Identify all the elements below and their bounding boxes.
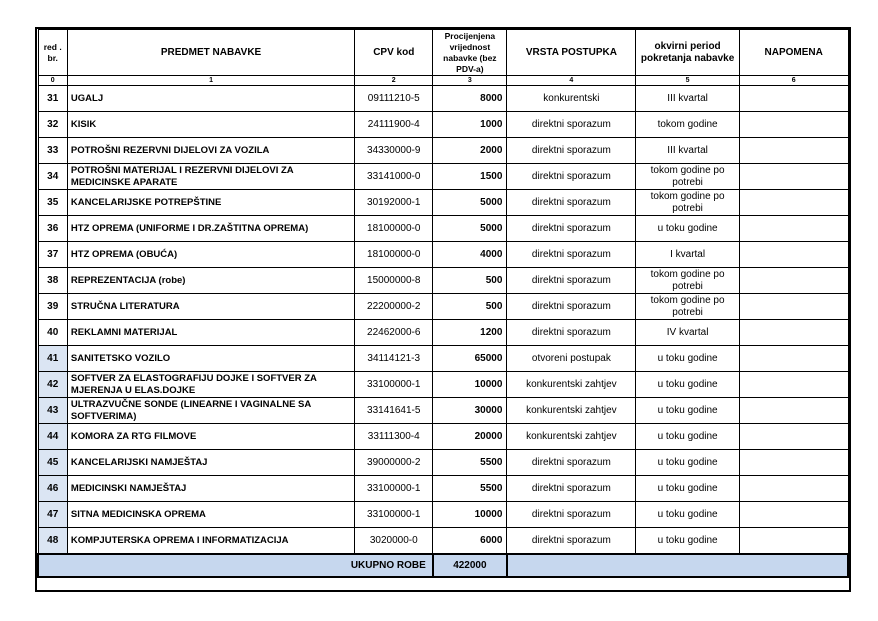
table-row — [38, 112, 848, 138]
row-subject: SITNA MEDICINSKA OPREMA — [67, 502, 354, 528]
row-note — [739, 138, 848, 164]
row-cpv-code: 30192000-1 — [355, 190, 433, 216]
row-note — [739, 216, 848, 242]
row-number: 42 — [38, 372, 67, 398]
row-number: 31 — [38, 86, 67, 112]
row-cpv-code: 15000000-8 — [355, 268, 433, 294]
row-number: 33 — [38, 138, 67, 164]
row-subject: SANITETSKO VOZILO — [67, 346, 354, 372]
table-row — [38, 424, 848, 450]
table-row — [38, 216, 848, 242]
table-row — [38, 346, 848, 372]
row-value: 6000 — [433, 528, 507, 555]
header-cpv: CPV kod — [355, 30, 433, 76]
row-procedure-type: konkurentski zahtjev — [507, 372, 636, 398]
row-cpv-code: 33141000-0 — [355, 164, 433, 190]
row-cpv-code: 33100000-1 — [355, 372, 433, 398]
row-cpv-code: 18100000-0 — [355, 242, 433, 268]
header-row — [38, 30, 848, 76]
row-number: 40 — [38, 320, 67, 346]
row-value: 1000 — [433, 112, 507, 138]
row-procedure-type: direktni sporazum — [507, 164, 636, 190]
row-procedure-type: konkurentski — [507, 86, 636, 112]
row-cpv-code: 22200000-2 — [355, 294, 433, 320]
column-index: 1 — [67, 76, 354, 86]
row-value: 30000 — [433, 398, 507, 424]
row-cpv-code: 33141641-5 — [355, 398, 433, 424]
header-note: NAPOMENA — [739, 30, 848, 76]
column-index: 0 — [38, 76, 67, 86]
row-value: 8000 — [433, 86, 507, 112]
row-procedure-type: direktni sporazum — [507, 294, 636, 320]
row-note — [739, 476, 848, 502]
row-subject: REKLAMNI MATERIJAL — [67, 320, 354, 346]
row-cpv-code: 34114121-3 — [355, 346, 433, 372]
table-row — [38, 86, 848, 112]
header-period: okvirni period pokretanja nabavke — [636, 30, 740, 76]
table-row — [38, 138, 848, 164]
row-cpv-code: 22462000-6 — [355, 320, 433, 346]
row-number: 38 — [38, 268, 67, 294]
row-note — [739, 424, 848, 450]
table-row — [38, 164, 848, 190]
row-subject: KOMPJUTERSKA OPREMA I INFORMATIZACIJA — [67, 528, 354, 555]
row-value: 5500 — [433, 450, 507, 476]
row-value: 1500 — [433, 164, 507, 190]
row-subject: STRUČNA LITERATURA — [67, 294, 354, 320]
row-note — [739, 528, 848, 555]
table-row — [38, 294, 848, 320]
row-note — [739, 346, 848, 372]
row-note — [739, 86, 848, 112]
row-period: u toku godine — [636, 502, 740, 528]
row-cpv-code: 18100000-0 — [355, 216, 433, 242]
row-cpv-code: 34330000-9 — [355, 138, 433, 164]
row-period: III kvartal — [636, 138, 740, 164]
row-procedure-type: direktni sporazum — [507, 320, 636, 346]
row-procedure-type: konkurentski zahtjev — [507, 424, 636, 450]
row-cpv-code: 09111210-5 — [355, 86, 433, 112]
row-subject: UGALJ — [67, 86, 354, 112]
table-row — [38, 528, 848, 555]
row-number: 34 — [38, 164, 67, 190]
table-row — [38, 190, 848, 216]
row-subject: KOMORA ZA RTG FILMOVE — [67, 424, 354, 450]
row-note — [739, 320, 848, 346]
row-period: III kvartal — [636, 86, 740, 112]
row-number: 39 — [38, 294, 67, 320]
row-period: I kvartal — [636, 242, 740, 268]
row-note — [739, 372, 848, 398]
row-subject: KANCELARIJSKE POTREPŠTINE — [67, 190, 354, 216]
row-subject: ULTRAZVUČNE SONDE (LINEARNE I VAGINALNE SA SOFTVERIMA) — [67, 398, 354, 424]
table-row — [38, 476, 848, 502]
row-period: u toku godine — [636, 424, 740, 450]
row-value: 500 — [433, 268, 507, 294]
row-number: 44 — [38, 424, 67, 450]
row-note — [739, 164, 848, 190]
row-subject: MEDICINSKI NAMJEŠTAJ — [67, 476, 354, 502]
row-value: 20000 — [433, 424, 507, 450]
row-number: 37 — [38, 242, 67, 268]
row-cpv-code: 24111900-4 — [355, 112, 433, 138]
row-note — [739, 112, 848, 138]
row-value: 500 — [433, 294, 507, 320]
row-number: 48 — [38, 528, 67, 555]
column-index: 2 — [355, 76, 433, 86]
row-number: 32 — [38, 112, 67, 138]
row-procedure-type: otvoreni postupak — [507, 346, 636, 372]
row-value: 5000 — [433, 216, 507, 242]
row-note — [739, 398, 848, 424]
header-value: Procijenjena vrijednost nabavke (bez PDV-a) — [433, 30, 507, 76]
row-value: 10000 — [433, 372, 507, 398]
row-cpv-code: 39000000-2 — [355, 450, 433, 476]
row-value: 2000 — [433, 138, 507, 164]
row-procedure-type: direktni sporazum — [507, 476, 636, 502]
row-subject: KISIK — [67, 112, 354, 138]
row-period: tokom godine po potrebi — [636, 190, 740, 216]
row-procedure-type: direktni sporazum — [507, 216, 636, 242]
table-row — [38, 242, 848, 268]
row-number: 46 — [38, 476, 67, 502]
table-body — [38, 86, 848, 555]
total-label: UKUPNO ROBE — [38, 554, 433, 577]
row-procedure-type: direktni sporazum — [507, 190, 636, 216]
row-period: IV kvartal — [636, 320, 740, 346]
row-period: u toku godine — [636, 476, 740, 502]
table-row — [38, 320, 848, 346]
column-index: 5 — [636, 76, 740, 86]
row-procedure-type: direktni sporazum — [507, 242, 636, 268]
table-row — [38, 268, 848, 294]
row-number: 47 — [38, 502, 67, 528]
column-index: 3 — [433, 76, 507, 86]
row-number: 45 — [38, 450, 67, 476]
row-number: 36 — [38, 216, 67, 242]
procurement-table — [37, 29, 849, 578]
row-period: u toku godine — [636, 372, 740, 398]
row-note — [739, 502, 848, 528]
procurement-plan-sheet — [35, 27, 851, 592]
header-no: red . br. — [38, 30, 67, 76]
row-period: u toku godine — [636, 346, 740, 372]
row-number: 43 — [38, 398, 67, 424]
row-value: 5000 — [433, 190, 507, 216]
row-note — [739, 190, 848, 216]
row-period: tokom godine po potrebi — [636, 294, 740, 320]
row-period: u toku godine — [636, 528, 740, 555]
row-value: 4000 — [433, 242, 507, 268]
row-period: tokom godine po potrebi — [636, 164, 740, 190]
table-row — [38, 450, 848, 476]
column-index-row — [38, 76, 848, 86]
row-procedure-type: direktni sporazum — [507, 268, 636, 294]
column-index: 4 — [507, 76, 636, 86]
row-value: 5500 — [433, 476, 507, 502]
column-index: 6 — [739, 76, 848, 86]
table-row — [38, 502, 848, 528]
row-subject: HTZ OPREMA (UNIFORME I DR.ZAŠTITNA OPREMA) — [67, 216, 354, 242]
header-type: VRSTA POSTUPKA — [507, 30, 636, 76]
row-period: tokom godine — [636, 112, 740, 138]
row-subject: REPREZENTACIJA (robe) — [67, 268, 354, 294]
table-row — [38, 398, 848, 424]
row-note — [739, 294, 848, 320]
row-note — [739, 242, 848, 268]
row-period: u toku godine — [636, 398, 740, 424]
total-row — [38, 554, 848, 577]
table-row — [38, 372, 848, 398]
row-cpv-code: 3020000-0 — [355, 528, 433, 555]
row-value: 65000 — [433, 346, 507, 372]
row-cpv-code: 33100000-1 — [355, 502, 433, 528]
header-subject: PREDMET NABAVKE — [67, 30, 354, 76]
row-note — [739, 268, 848, 294]
total-value: 422000 — [433, 554, 507, 577]
row-number: 35 — [38, 190, 67, 216]
row-note — [739, 450, 848, 476]
row-subject: POTROŠNI MATERIJAL I REZERVNI DIJELOVI ZA MEDICINSKE APARATE — [67, 164, 354, 190]
row-period: tokom godine po potrebi — [636, 268, 740, 294]
row-procedure-type: direktni sporazum — [507, 112, 636, 138]
row-procedure-type: direktni sporazum — [507, 138, 636, 164]
row-period: u toku godine — [636, 216, 740, 242]
row-procedure-type: direktni sporazum — [507, 450, 636, 476]
row-cpv-code: 33100000-1 — [355, 476, 433, 502]
row-subject: HTZ OPREMA (OBUĆA) — [67, 242, 354, 268]
row-period: u toku godine — [636, 450, 740, 476]
row-procedure-type: direktni sporazum — [507, 502, 636, 528]
row-value: 10000 — [433, 502, 507, 528]
row-cpv-code: 33111300-4 — [355, 424, 433, 450]
row-procedure-type: direktni sporazum — [507, 528, 636, 555]
row-procedure-type: konkurentski zahtjev — [507, 398, 636, 424]
row-subject: POTROŠNI REZERVNI DIJELOVI ZA VOZILA — [67, 138, 354, 164]
row-subject: SOFTVER ZA ELASTOGRAFIJU DOJKE I SOFTVER ZA MJERENJA U ELAS.DOJKE — [67, 372, 354, 398]
row-number: 41 — [38, 346, 67, 372]
row-subject: KANCELARIJSKI NAMJEŠTAJ — [67, 450, 354, 476]
row-value: 1200 — [433, 320, 507, 346]
total-empty — [507, 554, 848, 577]
